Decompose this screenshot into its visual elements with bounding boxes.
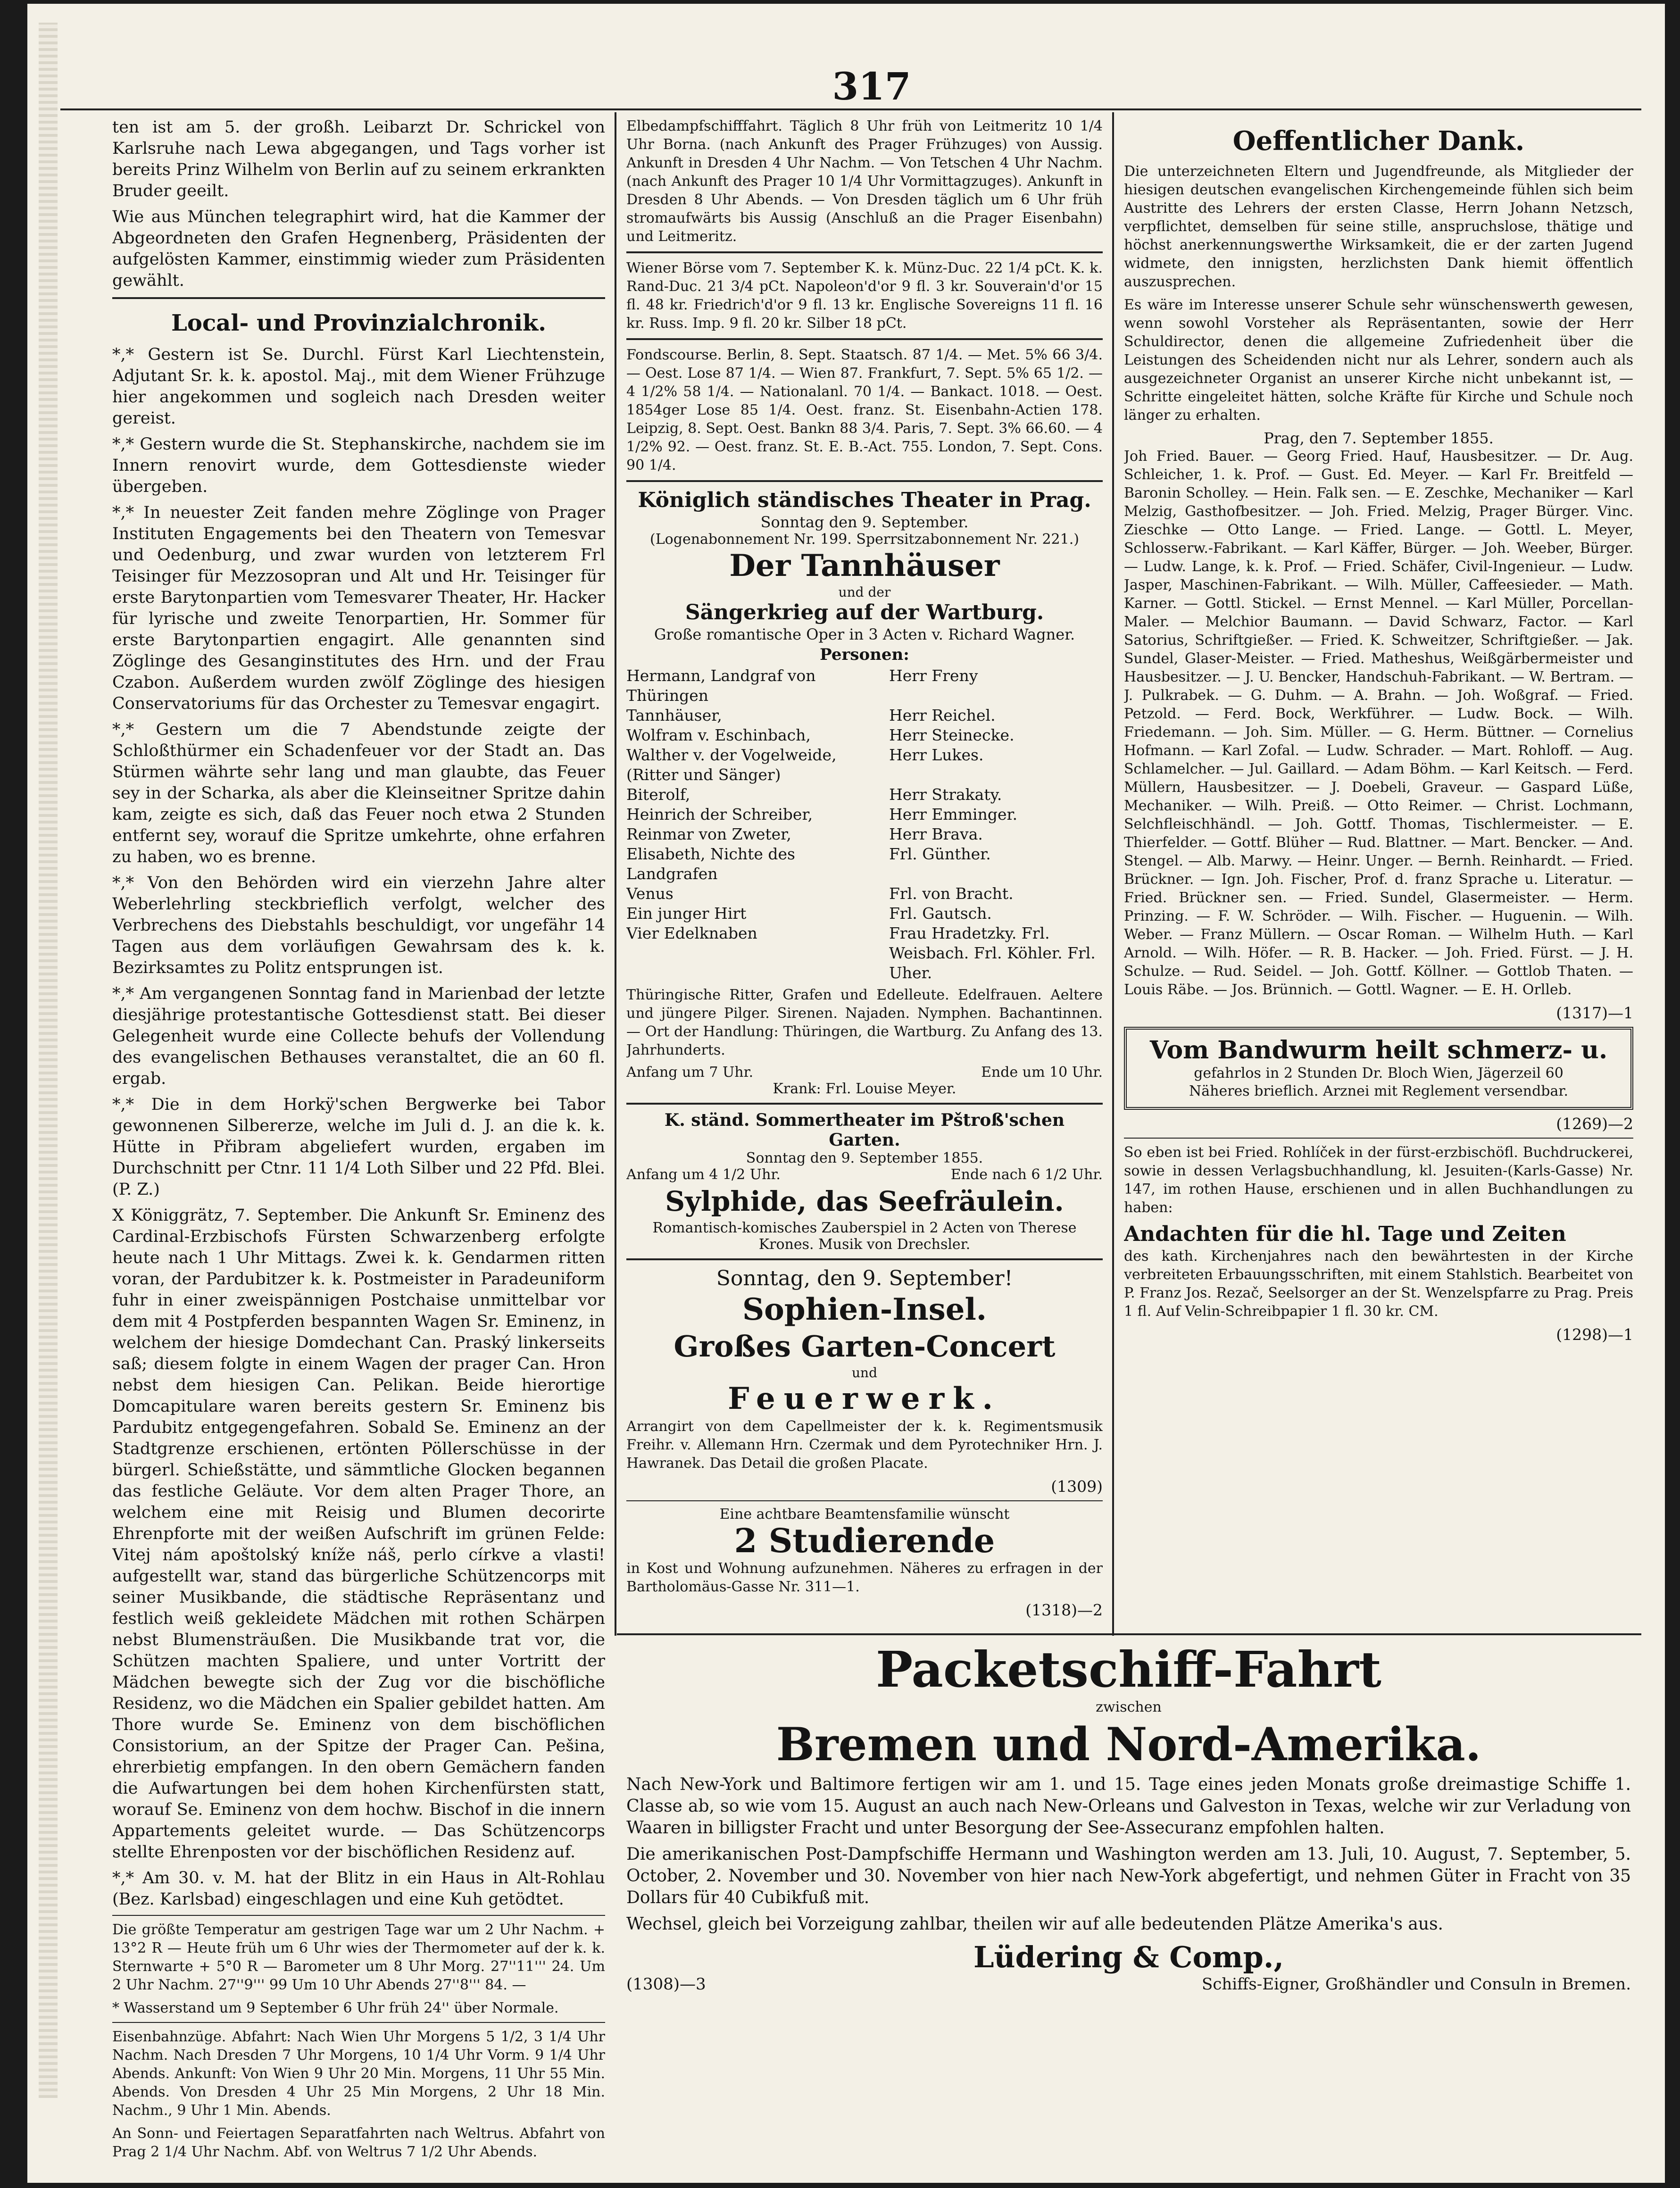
students-text: in Kost und Wohnung aufzunehmen. Näheres zu erfragen in der Bartholomäus-Gasse Nr. 311—1. [626, 1560, 1103, 1595]
cast-heading: Personen: [820, 645, 909, 664]
packet-title: Packetschiff-Fahrt [876, 1640, 1381, 1698]
news-item: *,* Gestern ist Se. Durchl. Fürst Karl Liechtenstein, Adjutant Sr. k. k. apostol. Maj., mit dem Wiener Frühzuge hier angekommen und sogleich nach Dresden weiter gereist. [112, 345, 605, 428]
signers-list: Joh Fried. Bauer. — Georg Fried. Hauf, Hausbesitzer. — Dr. Aug. Schleicher, 1. k. Prof. — Gust. Ed. Meyer. — Karl Fr. Breitfeld — Baronin Scholley. — Hein. Falk sen. — E. Zeschke, Mechaniker — Karl Melzig, Gasthofbesitzer. — Joh. Fried. Melzig, Prager Bürger. Vinc. Zieschke — Otto Lange. — Fried. Lange. — Gottl. L. Meyer, Schlosserw.-Fabrikant. — Karl Käffer, Bürger. — Joh. Weeber, Bürger. — Ludw. Lange, k. k. Prof. — Fried. Schäfer, Civil-Ingenieur. — Ludw. Jasper, Maschinen-Fabrikant. — Wilh. Müller, Caffeesieder. — Math. Karner. — Gottl. Stickel. — Ernst Mennel. — Karl Müller, Porcellan-Maler. — Melchior Baumann. — David Schwarz, Factor. — Karl Satorius, Schriftgießer. — Fried. K. Schweitzer, Schriftgießer. — Jak. Sundel, Glaser-Meister. — Fried. Matheshus, Weißgärbermeister und Hausbesitzer. — J. U. Bencker, Handschuh-Fabrikant. — W. Bertram. — J. Pulkrabek. — G. Duhm. — A. Brahn. — Joh. Woßgraf. — Fried. Petzold. — Ferd. Bock, Werkführer. — Ludw. Bock. — Wilh. Friedemann. — Joh. Sim. Müller. — G. Herm. Büttner. — Cornelius Hofmann. — Karl Zofal. — Ludw. Schrader. — Mart. Rohloff. — Aug. Schlamelcher. — Jul. Gaillard. — Adam Böhm. — Karl Keitsch. — Ferd. Müllern, Hausbesitzer. — J. Doebeli, Graveur. — Gaspard Lüße, Mechaniker. — Wilh. Preiß. — Otto Reimer. — Christ. Lochmann, Selchfleischhändl. — Joh. Gottf. Thomas, Tischlermeister. — E. Thierfelder. — Gottf. Blüher — Rud. Blattner. — Mart. Bencker. — And. Stengel. — Alb. Marwy. — Heinr. Unger. — Bernh. Reinhardt. — Fried. Brückner. — Ign. Joh. Fischer, Prof. d. franz Sprache u. Literatur. — Fried. Brückner sen. — Fried. Sundel, Glasermeister. — Herm. Prinzing. — F. W. Schröder. — Wilh. Fischer. — Huguenin. — Wilh. Weber. — Franz Müllern. — Oscar Roman. — Wilhelm Huth. — Karl Arnold. — Wilh. Höfer. — R. B. Hacker. — Joh. Fried. Fürst. — J. H. Schulze. — Rud. Seidel. — Joh. Gottf. Köllner. — Gottlob Thaten. — Louis Räbe. — Jos. Brünnich. — Gottl. Wagner. — E. H. Orlleb. [1124, 448, 1633, 998]
packet-text-2: Die amerikanischen Post-Dampfschiffe Hermann und Washington werden am 13. Juli, 10. August, 7. September, 5. October, 2. November und 30. November von hier nach New-York abgefertigt, und nehmen Güter in Fracht von 35 Dollars für 40 Cubikfuß mit. [626, 1845, 1631, 1907]
packet-text-3: Wechsel, gleich bei Vorzeigung zahlbar, theilen wir auf alle bedeutenden Plätze Amerika's aus. [626, 1914, 1443, 1934]
rule [626, 1500, 1103, 1501]
cast-role: Elisabeth, Nichte des Landgrafen [626, 845, 795, 883]
column-2 [626, 117, 1103, 1631]
students-intro: Eine achtbare Beamtensfamilie wünscht [719, 1506, 1010, 1522]
rule [626, 251, 1103, 253]
tapeworm-ad [1124, 1027, 1633, 1110]
cast-role: Venus [626, 884, 674, 903]
opera-description: Große romantische Oper in 3 Acten v. Richard Wagner. [654, 625, 1075, 643]
header-rule [60, 108, 1641, 110]
column-divider-1 [615, 112, 616, 1636]
packet-ship-ad [626, 1640, 1631, 1994]
opera-title: Der Tannhäuser [729, 548, 1000, 583]
cast-role: Tannhäuser, [626, 706, 722, 724]
column-divider-2 [1112, 112, 1114, 1636]
chorus-and-setting: Thüringische Ritter, Grafen und Edelleute. Edelfrauen. Aeltere und jüngere Pilger. Sirenen. Najaden. Nymphen. Bachantinnen. — Ort der Handlung: Thüringen, die Wartburg. Zu Anfang des 13. Jahrhunderts. [626, 987, 1103, 1058]
tapeworm-text-2: Näheres brieflich. Arznei mit Reglement versendbar. [1189, 1083, 1568, 1099]
rule [1124, 1138, 1633, 1139]
theater-title: Königlich ständisches Theater in Prag. [638, 488, 1091, 512]
concert-date: Sonntag, den 9. September! [716, 1266, 1013, 1290]
summer-theater-title: K. ständ. Sommertheater im Pštroß'schen Garten. [664, 1110, 1065, 1150]
concert-text: Arrangirt von dem Capellmeister der k. k. Regimentsmusik Freihr. v. Allemann Hrn. Czermak und dem Pyrotechniker Hrn. J. Hawranek. Das Detail die großen Placate. [626, 1418, 1103, 1472]
cast-actor: Frl. von Bracht. [889, 884, 1014, 903]
railway-sunday: An Sonn- und Feiertagen Separatfahrten nach Weltrus. Abfahrt von Prag 2 1/4 Uhr Nachm. Abf. von Weltrus 7 1/2 Uhr Abends. [112, 2125, 605, 2159]
cast-role: Vier Edelknaben [626, 924, 757, 942]
rule [626, 1258, 1103, 1260]
book-text: des kath. Kirchenjahres nach den bewährtesten in der Kirche verbreiteten Erbauungsschriften, mit einem Stahlstich. Bearbeitet von P. Franz Jos. Rezač, Seelsorger an der St. Wenzelspfarre zu Prag. Preis 1 fl. Auf Velin-Schreibpapier 1 fl. 30 kr. CM. [1124, 1248, 1633, 1320]
news-item: X Königgrätz, 7. September. Die Ankunft Sr. Eminenz des Cardinal-Erzbischofs Fürsten Schwarzenberg erfolgte heute nach 1 Uhr Mittags. Zwei k. k. Gendarmen ritten voran, der Pardubitzer k. k. Postmeister in Paradeuniform fuhr in einer zweispännigen Postchaise unmittelbar vor dem mit 4 Postpferden bespannten Wagen Sr. Eminenz, in welchem der hiesige Domdechant Can. Praský linkerseits saß; diesem folgte in einem Wagen der prager Can. Hron nebst dem hiesigen Can. Pelikan. Beide hierortige Domcapitulare waren bereits gestern Sr. Eminenz bis Pardubitz entgegengefahren. Sobald Se. Eminenz an der Stadtgrenze erschienen, ertönten Pöllerschüsse in der bürgerl. Schießstätte, und sämmtliche Glocken begannen das festliche Geläute. Vor dem alten Prager Thore, an welchem eine mit Reisig und Blumen decorirte Ehrenpforte mit der weißen Aufschrift im grünen Felde: Vitej nám apoštolský kníže náš, perlo církve a vlasti! aufgestellt war, stand das bürgerliche Schützencorps mit seiner Musikbande, die städtische Repräsentanz und festlich weiß gekleidete Mädchen mit rothen Schärpen nebst Blumensträußen. Die Musikbande trat vor, die Schützen machten Spaliere, und unter Vortritt der Mädchen bewegte sich der Zug vor die bischöfliche Residenz, wo die Mädchen ein Spalier gebildet hatten. Am Thore wurde Se. Eminenz von dem bischöflichen Consistorium, an der Spitze der Prager Can. Pešina, ehrerbietig empfangen. In den obern Gemächern fanden die Aufwartungen bei dem hohen Kirchenfürsten statt, worauf Se. Eminenz von dem hochw. Bischof in die innern Appartements geleitet wurde. — Das Schützencorps stellte Ehrenposten vor der bischöflichen Residenz auf. [112, 1206, 605, 1862]
performance-times [626, 1064, 1103, 1081]
packet-route: Bremen und Nord-Amerika. [776, 1718, 1481, 1771]
summer-theater-date: Sonntag den 9. September 1855. [746, 1150, 983, 1166]
theater-abonnement: (Logenabonnement Nr. 199. Sperrsitzabonnement Nr. 221.) [650, 531, 1079, 548]
rule [626, 480, 1103, 482]
weather-report: Die größte Temperatur am gestrigen Tage war um 2 Uhr Nachm. + 13°2 R — Heute früh um 6 Uhr wies der Thermometer auf der k. k. Sternwarte + 5°0 R — Barometer um 8 Uhr Morg. 27''11''' 24. Um 2 Uhr Nachm. 27''9''' 99 Um 10 Uhr Abends 27''8''' 84. — [112, 1922, 605, 1993]
page-edge-shadow [39, 23, 58, 2098]
summer-start: Anfang um 4 1/2 Uhr. [626, 1166, 781, 1183]
public-thanks-text: Die unterzeichneten Eltern und Jugendfreunde, als Mitglieder der hiesigen deutschen evangelischen Kirchengemeinde fühlen sich beim Austritte des Lehrers der ersten Classe, Herrn Johann Netzsch, verpflichtet, demselben für seine stille, anspruchslose, thätige und höchst anerkennungswerthe Wirksamkeit, die er der zarten Jugend widmete, den innigsten, herzlichsten Dank hiemit öffentlich auszusprechen. [1124, 163, 1633, 290]
start-time: Anfang um 7 Uhr. [626, 1064, 754, 1081]
cast-list [626, 666, 1103, 983]
packet-firm: Lüdering & Comp., [973, 1940, 1284, 1974]
cast-actor: Herr Emminger. [889, 805, 1018, 824]
news-item: *,* In neuester Zeit fanden mehre Zöglinge von Prager Instituten Engagements bei den Theatern von Temesvar und Oedenburg, und zwar wurden von letzterem Frl Teisinger für Mezzosopran und Alt und Hr. Teisinger für erste Barytonpartien vom Temesvarer Theater, Hr. Hacker für lyrische und zweite Tenorpartien, Hr. Sommer für erste Barytonpartien engagirt. Alle genannten sind Zöglinge des Gesanginstitutes des Hrn. und der Frau Czabon. Außerdem wurden zwölf Zöglinge des hiesigen Conservatoriums für das Orchester zu Temesvar engagirt. [112, 503, 605, 713]
water-level: * Wasserstand um 9 September 6 Uhr früh 24'' über Normale. [112, 2000, 559, 2016]
opera-und: und der [838, 584, 891, 600]
cast-role: Walther v. der Vogelweide, (Ritter und Sänger) [626, 746, 837, 784]
sylphide-description: Romantisch-komisches Zauberspiel in 2 Acten von Therese Krones. Musik von Drechsler. [652, 1220, 1077, 1253]
summer-times [626, 1166, 1103, 1183]
tapeworm-ref: (1269)—2 [1556, 1115, 1633, 1133]
packet-ref: (1308)—3 [626, 1975, 706, 1994]
railway-schedule: Eisenbahnzüge. Abfahrt: Nach Wien Uhr Morgens 5 1/2, 3 1/4 Uhr Nachm. Nach Dresden 7 Uhr Morgens, 10 1/4 Uhr Vorm. 9 1/4 Uhr Abends. Ankunft: Von Wien 9 Uhr 20 Min. Morgens, 11 Uhr 55 Min. Abends. Von Dresden 4 Uhr 25 Min Morgens, 2 Uhr 18 Min. Nachm., 9 Uhr 1 Min. Abends. [112, 2029, 605, 2119]
tapeworm-title: Vom Bandwurm heilt schmerz- u. [1149, 1036, 1608, 1065]
rule [112, 1915, 605, 1916]
cast-actor: Herr Freny [889, 666, 978, 685]
column-1 [112, 117, 605, 2159]
news-item: *,* Gestern um die 7 Abendstunde zeigte der Schloßthürmer ein Schadenfeuer vor der Stadt an. Das Stürmen währte sehr lang und man glaubte, das Feuer sey in der Scharka, als aber die Kleinseitner Spritze dahin kam, zeigte es sich, daß das Feuer noch etwa 2 Stunden entfernt sey, worauf die Spritze umkehrte, ohne erfahren zu haben, wo es brenne. [112, 720, 605, 866]
public-thanks-ref: (1317)—1 [1556, 1004, 1633, 1022]
intro-paragraph: Wie aus München telegraphirt wird, hat die Kammer der Abgeordneten den Grafen Hegnenberg, Präsidenten der aufgelösten Kammer, einstimmig wieder zum Präsidenten gewählt. [112, 208, 605, 290]
concert-ref: (1309) [1051, 1477, 1103, 1496]
sophien-insel: Sophien-Insel. [742, 1292, 987, 1327]
rule [626, 1103, 1103, 1105]
news-item: *,* Von den Behörden wird ein vierzehn Jahre alter Weberlehrling steckbrieflich verfolgt, welcher des Verbrechens des Diebstahls beschuldigt, vor ungefähr 14 Tagen aus dem vorläufigen Gewahrsam des k. k. Bezirksamtes zu Politz entsprungen ist. [112, 874, 605, 977]
book-ref: (1298)—1 [1556, 1325, 1633, 1344]
sylphide-title: Sylphide, das Seefräulein. [665, 1185, 1064, 1217]
steamship-schedule: Elbedampfschifffahrt. Täglich 8 Uhr früh von Leitmeritz 10 1/4 Uhr Borna. (nach Ankunft des Prager Frühzuges) von Aussig. Ankunft in Dresden 4 Uhr Nachm. — Von Tetschen 4 Uhr Nachm. (nach Ankunft des Prager 10 1/4 Uhr Vormittagzuges). Ankunft in Dresden 8 Uhr Abends. — Von Dresden täglich um 6 Uhr früh stromaufwärts bis Aussig (Anschluß an die Prager Eisenbahn) und Leitmeritz. [626, 118, 1103, 245]
cast-actor: Herr Strakaty. [889, 785, 1002, 804]
rule [112, 297, 605, 299]
opera-subtitle: Sängerkrieg auf der Wartburg. [685, 600, 1044, 624]
cast-role: Reinmar von Zweter, [626, 825, 791, 843]
packet-text-1: Nach New-York und Baltimore fertigen wir am 1. und 15. Tage eines jeden Monats große dreimastige Schiffe 1. Classe ab, so wie vom 15. August an auch nach New-Orleans und Galveston in Texas, welche wir zur Verladung von Waaren in billigster Fracht und unter Besorgung der See-Assecuranz empfohlen halten. [626, 1775, 1631, 1838]
fireworks: Feuerwerk. [728, 1381, 1001, 1416]
section-heading-chronik: Local- und Provinzialchronik. [171, 310, 546, 336]
book-title: Andachten für die hl. Tage und Zeiten [1124, 1222, 1566, 1246]
news-item: *,* Am 30. v. M. hat der Blitz in ein Haus in Alt-Rohlau (Bez. Karlsbad) eingeschlagen und eine Kuh getödtet. [112, 1869, 605, 1909]
theater-date: Sonntag den 9. September. [760, 513, 969, 531]
newspaper-page [27, 4, 1665, 2183]
garden-concert: Großes Garten-Concert [674, 1329, 1056, 1364]
public-thanks-text: Es wäre im Interesse unserer Schule sehr wünschenswerth gewesen, wenn sowohl Vorsteher als Repräsentanten, sowie der Herr Schuldirector, denen die allgemeine Zufriedenheit über die Leistungen des Scheidenden nicht nur als Lehrer, sondern auch als ausgezeichneter Organist an unserer Kirche nicht unbekannt ist, — Schritte eingeleitet hätten, solche Kräfte für Kirche und Schule noch länger zu erhalten. [1124, 297, 1633, 424]
end-time: Ende um 10 Uhr. [981, 1064, 1103, 1081]
book-intro: So eben ist bei Fried. Rohlíček in der fürst-erzbischöfl. Buchdruckerei, sowie in dessen Verlagsbuchhandlung, kl. Jesuiten-(Karls-Gasse) Nr. 147, im rothen Hause, erschienen und in allen Buchhandlungen zu haben: [1124, 1144, 1633, 1216]
rule [626, 338, 1103, 340]
page-number: 317 [832, 64, 911, 108]
packet-footer [626, 1975, 1631, 1994]
summer-end: Ende nach 6 1/2 Uhr. [950, 1166, 1103, 1183]
packet-firm-sub: Schiffs-Eigner, Großhändler und Consuln in Bremen. [1202, 1975, 1631, 1994]
cast-role: Heinrich der Schreiber, [626, 805, 813, 824]
sick-note: Krank: Frl. Louise Meyer. [773, 1081, 956, 1097]
packet-top-rule [617, 1633, 1641, 1635]
cast-actor: Frl. Günther. [889, 845, 991, 863]
news-item: *,* Die in dem Horkÿ'schen Bergwerke bei Tabor gewonnenen Silbererze, welche im Juli d. J. an die k. k. Hütte in Přibram abgeliefert wurden, ergaben im Durchschnitt per Ctnr. 11 1/4 Loth Silber und 22 Pfd. Blei. (P. Z.) [112, 1095, 605, 1199]
cast-role: Biterolf, [626, 785, 690, 804]
cast-actor: Frau Hradetzky. Frl. Weisbach. Frl. Köhler. Frl. Uher. [889, 924, 1096, 982]
cast-actor: Herr Steinecke. [889, 726, 1015, 744]
cast-role: Ein junger Hirt [626, 904, 747, 923]
intro-paragraph: ten ist am 5. der großh. Leibarzt Dr. Schrickel von Karlsruhe nach Lewa abgegangen, und Tags vorher ist bereits Prinz Wilhelm von Berlin auf zu seinem erkrankten Bruder geeilt. [112, 118, 605, 200]
public-thanks-date: Prag, den 7. September 1855. [1264, 429, 1494, 447]
cast-role: Wolfram v. Eschinbach, [626, 726, 811, 744]
students-ref: (1318)—2 [1025, 1601, 1103, 1619]
news-item: *,* Gestern wurde die St. Stephanskirche, nachdem sie im Innern renovirt wurde, dem Gottesdienste wieder übergeben. [112, 435, 605, 496]
vienna-exchange: Wiener Börse vom 7. September K. k. Münz-Duc. 22 1/4 pCt. K. k. Rand-Duc. 21 3/4 pCt. Napoleon'd'or 9 fl. 3 kr. Souverain'd'or 15 fl. 48 kr. Friedrich'd'or 9 fl. 13 kr. Englische Sovereigns 11 fl. 16 kr. Russ. Imp. 9 fl. 20 kr. Silber 18 pCt. [626, 260, 1103, 332]
tapeworm-text: gefahrlos in 2 Stunden Dr. Bloch Wien, Jägerzeil 60 [1194, 1065, 1564, 1082]
packet-zwischen: zwischen [1096, 1699, 1162, 1715]
news-item: *,* Am vergangenen Sonntag fand in Marienbad der letzte diesjährige protestantische Gottesdienst statt. Bei dieser Gelegenheit wurde eine Collecte behufs der Vollendung des evangelischen Bethauses veranstaltet, die an 60 fl. ergab. [112, 984, 605, 1088]
public-thanks-title: Oeffentlicher Dank. [1232, 125, 1525, 157]
cast-actor: Herr Reichel. [889, 706, 996, 724]
cast-actor: Herr Lukes. [889, 746, 984, 764]
fonds-courses: Fondscourse. Berlin, 8. Sept. Staatsch. 87 1/4. — Met. 5% 66 3/4. — Oest. Lose 87 1/4. — Wien 87. Frankfurt, 7. Sept. 5% 65 1/2. — 4 1/2% 58 1/4. — Nationalanl. 70 1/4. — Bankact. 1018. — Oest. 1854ger Lose 85 1/4. Oest. franz. St. Eisenbahn-Actien 178. Leipzig, 8. Sept. Oest. Bankn 88 3/4. Paris, 7. Sept. 3% 66.60. — 4 1/2% 92. — Oest. franz. St. E. B.-Act. 755. London, 7. Sept. Cons. 90 1/4. [626, 347, 1103, 474]
cast-actor: Frl. Gautsch. [889, 904, 992, 923]
cast-actor: Herr Brava. [889, 825, 983, 843]
rule [112, 2022, 605, 2023]
students-title: 2 Studierende [734, 1521, 995, 1560]
column-3 [1124, 117, 1633, 1631]
concert-und: und [852, 1365, 877, 1381]
cast-role: Hermann, Landgraf von Thüringen [626, 666, 816, 705]
